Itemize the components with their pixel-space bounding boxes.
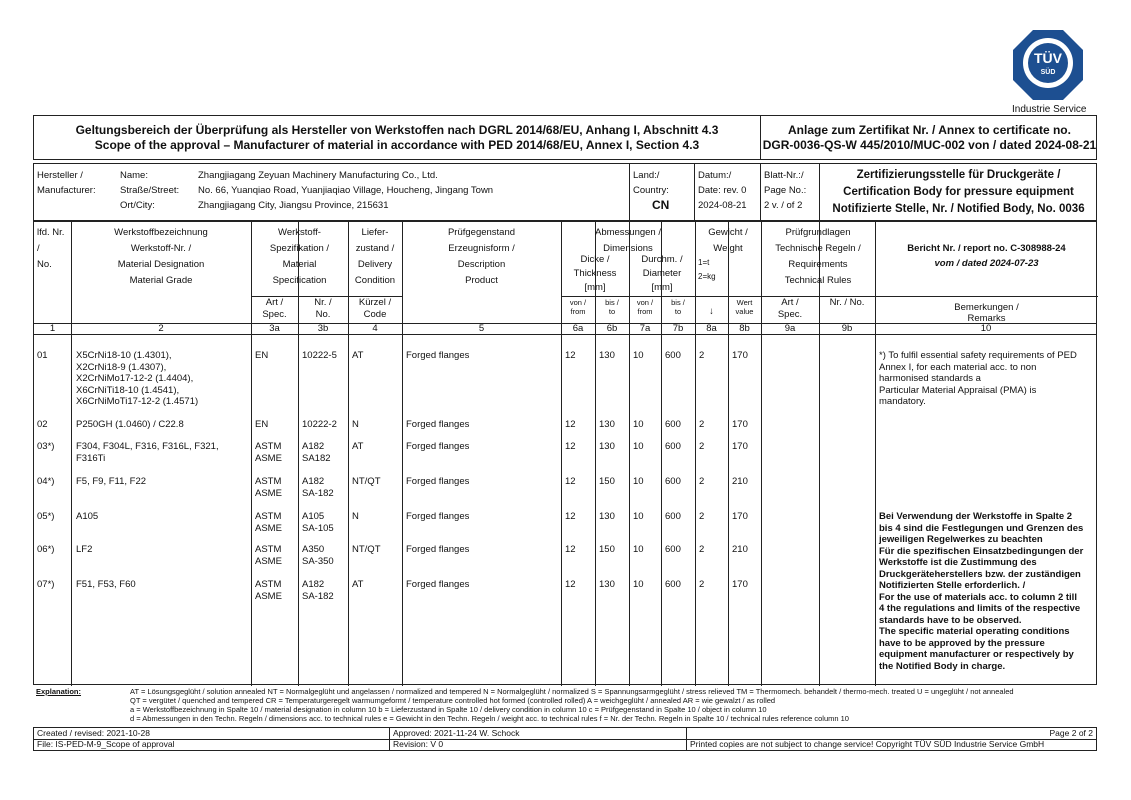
thickness-from: 12 [565, 350, 576, 361]
column-divider [348, 222, 349, 686]
diameter-header-line: Diameter [642, 268, 682, 279]
row-number: 06*) [37, 544, 55, 555]
col-3a-header-line: Art / [265, 297, 284, 308]
col-spec-header [251, 225, 348, 289]
row-number: 04*) [37, 476, 55, 487]
spec-type-line: EN [255, 419, 269, 430]
remark-line: Druckgeräteherstellers bzw. der zuständigen [879, 568, 1081, 580]
weight-unit-legend-line: 2=kg [698, 272, 716, 281]
grade-line: F316Ti [76, 452, 106, 464]
col-9a-header-line: Spec. [777, 309, 803, 320]
diameter-from: 10 [633, 419, 644, 430]
spec-type [255, 350, 268, 362]
delivery-condition: AT [352, 350, 364, 361]
logo-sub: SÜD [1040, 69, 1056, 76]
col-product-header-line: Description [457, 259, 506, 270]
col-3b-header-line: Nr. / [314, 297, 332, 308]
column-number: 8b [739, 323, 750, 334]
from-to-label-line: from [570, 307, 586, 316]
diameter-from: 10 [633, 579, 644, 590]
column-divider [695, 222, 696, 686]
thickness-to: 130 [599, 419, 615, 430]
weight-value: 170 [732, 419, 748, 430]
thickness-to: 150 [599, 544, 615, 555]
col-material-header-line: Werkstoff-Nr. / [130, 243, 192, 254]
spec-number-line: A105 [302, 511, 325, 522]
col-weight-header-line: Weight [713, 243, 743, 254]
remark-line: Werkstoffe ist die Zustimmung des [879, 557, 1037, 568]
row-number: 01 [37, 350, 48, 361]
logo-caption: Industrie Service [1012, 104, 1087, 115]
weight-unit: 2 [699, 476, 705, 487]
column-number: 5 [478, 323, 485, 334]
col-condition-header-line: zustand / [355, 243, 395, 254]
column-number: 10 [980, 323, 992, 334]
col-3a-header [251, 297, 298, 321]
spec-type [255, 441, 282, 464]
col-9a-header [761, 297, 819, 321]
number-rule [34, 334, 1096, 335]
copyright: Printed copies are not subject to change service! Copyright TÜV SÜD Industrie Service GmbH [690, 739, 1045, 749]
product-description: Forged flanges [406, 476, 470, 487]
spec-number-line: A182 [302, 441, 325, 452]
row-number: 05*) [37, 511, 55, 522]
column-number: 2 [158, 323, 164, 334]
col-condition-header-line: Condition [354, 275, 396, 286]
spec-number-line: SA-350 [302, 555, 334, 567]
thickness-header [561, 253, 629, 295]
weight-unit: 2 [699, 544, 705, 555]
diameter-from: 10 [633, 350, 644, 361]
explanation-line-4: d = Abmessungen in den Techn. Regeln / dimensions acc. to technical rules e = Gewicht in den Techn. Regeln / weight acc. to technical rules f = Nr. der Techn. Regeln in Spalte 10 / technical rules reference column 10 [130, 714, 849, 723]
remark-line: Notifizierten Stelle erforderlich. / [879, 580, 1026, 591]
file-name: File: IS-PED-M-9_Scope of approval [37, 739, 175, 749]
remark-line: equipment manufacturer or respectively by [879, 649, 1074, 660]
thickness-from: 12 [565, 419, 576, 430]
from-to-label-line: von / [569, 298, 587, 307]
col-spec-header-line: Werkstoff- [278, 227, 321, 238]
col-number-header-line: lfd. Nr. [37, 227, 65, 238]
down-arrow-icon-line: ↓ [709, 306, 714, 317]
manufacturer-block [33, 163, 1097, 221]
diameter-from: 10 [633, 511, 644, 522]
remark-line: Für die spezifischen Einsatzbedingungen der [879, 545, 1084, 557]
col-product-header-line: Prüfgegenstand [447, 227, 516, 238]
diameter-header-line: [mm] [651, 282, 673, 293]
logo-brand: TÜV [1034, 50, 1062, 66]
column-number: 8a [706, 323, 717, 334]
from-to-label-line: von / [636, 298, 654, 307]
col-dimensions-header-line: Dimensions [603, 243, 653, 254]
from-to-label [629, 298, 661, 316]
thickness-from: 12 [565, 579, 576, 590]
remark-line: Particular Material Appraisal (PMA) is [879, 384, 1037, 396]
spec-type-line: ASME [255, 452, 282, 464]
diameter-to: 600 [665, 441, 681, 452]
remark-pma-note [879, 350, 1099, 408]
remark-line: *) To fulfil essential safety requirements of PED [879, 350, 1077, 361]
diameter-to: 600 [665, 579, 681, 590]
annex-label: Anlage zum Zertifikat Nr. / Annex to certificate no. [788, 123, 1071, 137]
remark-line: bis 4 sind die Festlegungen und Grenzen des [879, 522, 1084, 534]
date-value: 2024-08-21 [698, 200, 747, 211]
col-weight-header [695, 225, 761, 257]
country-value: CN [652, 198, 670, 212]
col-rules-header-line: Requirements [788, 259, 848, 270]
spec-type [255, 579, 282, 602]
col-material-header-line: Material Grade [129, 275, 193, 286]
spec-number [302, 511, 334, 534]
remark-line: the Notified Body in charge. [879, 660, 1006, 672]
grade-line: X6CrNiTi18-10 (1.4541), [76, 384, 180, 396]
column-number: 1 [49, 323, 56, 334]
report-reference-line: Bericht Nr. / report no. C-308988-24 [907, 243, 1066, 254]
tuv-sud-logo [1011, 28, 1085, 102]
created-date: Created / revised: 2021-10-28 [37, 728, 150, 738]
spec-type-line: ASTM [255, 441, 282, 452]
spec-type-line: ASME [255, 555, 282, 567]
col-9b-header [819, 297, 875, 309]
manufacturer-name: Zhangjiagang Zeyuan Machinery Manufacturing Co., Ltd. [198, 170, 438, 181]
scope-title [34, 123, 760, 153]
spec-number [302, 544, 334, 567]
from-to-label [661, 298, 695, 316]
product-description: Forged flanges [406, 544, 470, 555]
weight-subrule [695, 296, 761, 297]
column-divider [761, 222, 762, 686]
certificate-ref [761, 123, 1098, 153]
manufacturer-label: Hersteller / Manufacturer: [37, 170, 96, 196]
spec-type [255, 419, 268, 431]
spec-type-line: ASTM [255, 511, 282, 522]
explanation-line-2: QT = vergütet / quenched and tempered CR = Temperaturgeregelt warmumgeformt / temperature controlled hot formed (controlled rolled) A = weichgeglüht / annealed AR = wie gewalzt / as rolled [130, 696, 776, 705]
delivery-condition: NT/QT [352, 544, 381, 555]
weight-value: 170 [732, 511, 748, 522]
weight-value: 170 [732, 441, 748, 452]
col-number-header-line: / [37, 243, 40, 254]
weight-value: 170 [732, 579, 748, 590]
spec-type-line: ASTM [255, 476, 282, 487]
column-number: 9b [841, 323, 853, 334]
page-number: Page 2 of 2 [1049, 728, 1093, 738]
col-spec-header-line: Material [282, 259, 317, 270]
col-8b-header-line: value [735, 307, 754, 316]
revision: Revision: V 0 [393, 739, 444, 749]
remark-line: mandatory. [879, 396, 926, 407]
grade-line: X6CrNiMoTi17-12-2 (1.4571) [76, 396, 199, 407]
product-description: Forged flanges [406, 350, 470, 361]
from-to-label [595, 298, 629, 316]
col-spec-header-line: Specification [272, 275, 327, 286]
column-divider [819, 222, 820, 686]
grade-line: X2CrNiMo17-12-2 (1.4404), [76, 373, 194, 384]
thickness-from: 12 [565, 511, 576, 522]
diameter-header [629, 253, 695, 295]
grade-line: LF2 [76, 544, 93, 555]
material-grade [76, 579, 251, 591]
spec-number-line: SA182 [302, 452, 331, 464]
explanation-line-1: AT = Lösungsgeglüht / solution annealed NT = Normalgeglüht und angelassen / normalized and tempered N = Normalgeglüht / normalized S = Spannungsarmgeglüht / stress relieved TM = Thermomech. behandelt / thermo-mech. treated U = ungeglüht / not annealed [130, 687, 1014, 696]
column-number: 6a [572, 323, 584, 334]
col-spec-header-line: Spezifikation / [269, 243, 330, 254]
spec-type [255, 544, 282, 567]
from-to-label-line: bis / [671, 298, 685, 307]
sheet-field: Blatt-Nr.:/ Page No.: 2 v. / of 2 [764, 168, 819, 213]
column-number: 6b [606, 323, 618, 334]
col-9a-header-line: Art / [781, 297, 799, 308]
thickness-from: 12 [565, 441, 576, 452]
product-description: Forged flanges [406, 579, 470, 590]
row-number: 02 [37, 419, 48, 430]
col-number-header [37, 225, 74, 273]
col-product-header [402, 225, 561, 289]
row-number: 03*) [37, 441, 55, 452]
col-rules-header-line: Prüfgrundlagen [785, 227, 851, 238]
remark-line: standards have to be observed. [879, 614, 1022, 626]
certification-body: Zertifizierungsstelle für Druckgeräte / Certification Body for pressure equipment Notifizierte Stelle, Nr. / Notified Body, No. 0036 [832, 169, 1085, 215]
remark-line: 4 the regulations and limits of the respective [879, 603, 1081, 614]
remark-line: jeweiligen Regelwerkes zu beachten [879, 534, 1043, 545]
thickness-to: 150 [599, 476, 615, 487]
col-condition-header-line: Delivery [357, 259, 393, 270]
col-4-code-header [348, 297, 402, 321]
explanation-label: Explanation: [36, 687, 82, 696]
spec-type-line: ASTM [255, 544, 282, 555]
spec-type-line: ASME [255, 487, 282, 499]
weight-unit-legend [698, 256, 731, 284]
thickness-from: 12 [565, 544, 576, 555]
spec-type [255, 511, 282, 534]
sheet-value: 2 v. / of 2 [764, 200, 803, 211]
spec-number [302, 579, 334, 602]
footer [33, 685, 1097, 753]
col-4-code-header-line: Code [363, 309, 387, 320]
col-product-header-line: Product [465, 275, 498, 286]
spec-number-line: SA-105 [302, 522, 334, 534]
material-grade [76, 511, 251, 523]
thickness-to: 130 [599, 350, 615, 361]
material-grade [76, 350, 251, 408]
thickness-from: 12 [565, 476, 576, 487]
thickness-header-line: [mm] [584, 282, 606, 293]
col-4-code-header-line: Kürzel / [358, 297, 392, 308]
grade-line: A105 [76, 511, 99, 522]
grade-line: P250GH (1.0460) / C22.8 [76, 419, 184, 430]
spec-type-line: ASME [255, 590, 282, 602]
weight-unit: 2 [699, 511, 705, 522]
remarks-subrule [875, 296, 1098, 297]
grade-line: X2CrNi18-9 (1.4307), [76, 361, 167, 373]
column-number: 3b [317, 323, 329, 334]
from-to-label-line: from [637, 307, 653, 316]
spec-number [302, 441, 331, 464]
diameter-to: 600 [665, 476, 681, 487]
remark-line: Bei Verwendung der Werkstoffe in Spalte 2 [879, 511, 1073, 522]
spec-number-line: A182 [302, 476, 325, 487]
spec-type [255, 476, 282, 499]
col-8b-header [728, 298, 761, 316]
materials-table [33, 221, 1097, 685]
report-reference-line: vom / dated 2024-07-23 [934, 258, 1039, 269]
report-reference [875, 241, 1098, 271]
remark-line: The specific material operating conditions [879, 626, 1070, 637]
from-to-label-line: to [674, 307, 682, 316]
spec-number-line: A182 [302, 579, 325, 590]
column-divider [728, 222, 729, 686]
document-header [33, 115, 1097, 160]
column-number: 7b [672, 323, 684, 334]
spec-number [302, 476, 334, 499]
weight-unit: 2 [699, 419, 705, 430]
spec-number [302, 350, 337, 362]
product-description: Forged flanges [406, 441, 470, 452]
remark-usage-note [879, 511, 1101, 672]
grade-line: F5, F9, F11, F22 [76, 476, 147, 487]
address-values [198, 168, 493, 213]
from-to-label-line: bis / [605, 298, 619, 307]
from-to-label-line: to [608, 307, 616, 316]
delivery-condition: N [352, 511, 359, 522]
diameter-to: 600 [665, 511, 681, 522]
from-to-label [561, 298, 595, 316]
col-rules-header-line: Technical Rules [784, 275, 852, 286]
col-dimensions-header-line: Abmessungen / [594, 227, 661, 238]
material-grade [76, 419, 251, 431]
col-remarks-header-line: Remarks [967, 313, 1006, 324]
delivery-condition: N [352, 419, 359, 430]
remark-line: Annex I, for each material acc. to non [879, 361, 1037, 373]
spec-number-line: SA-182 [302, 487, 334, 499]
col-3a-header-line: Spec. [262, 309, 287, 320]
col-material-header-line: Werkstoffbezeichnung [114, 227, 208, 238]
diameter-from: 10 [633, 476, 644, 487]
thickness-to: 130 [599, 579, 615, 590]
scope-title-de: Geltungsbereich der Überprüfung als Hersteller von Werkstoffen nach DGRL 2014/68/EU, Anhang I, Abschnitt 4.3 [75, 123, 719, 137]
col-number-header-line: No. [37, 259, 52, 270]
column-divider [402, 222, 403, 686]
column-divider [875, 222, 876, 686]
col-condition-header [348, 225, 402, 289]
product-description: Forged flanges [406, 511, 470, 522]
diameter-from: 10 [633, 544, 644, 555]
column-divider [71, 222, 72, 686]
col-material-header [71, 225, 251, 289]
thickness-to: 130 [599, 511, 615, 522]
scope-title-en: Scope of the approval – Manufacturer of material in accordance with PED 2014/68/EU, Annex I, Section 4.3 [94, 138, 700, 152]
material-grade [76, 476, 251, 488]
delivery-condition: AT [352, 441, 364, 452]
spec-type-line: ASME [255, 522, 282, 534]
country-field: Land:/ Country: CN [633, 168, 693, 213]
remark-line: harmonised standards a [879, 373, 981, 384]
spec-number-line: SA-182 [302, 590, 334, 602]
certificate-number: DGR-0036-QS-W 445/2010/MUC-002 von / dated 2024-08-21 [762, 138, 1097, 152]
weight-unit: 2 [699, 441, 705, 452]
product-description: Forged flanges [406, 419, 470, 430]
spec-number-line: 10222-2 [302, 419, 337, 430]
col-remarks-header [875, 302, 1098, 324]
manufacturer-street: No. 66, Yuanqiao Road, Yuanjiaqiao Village, Houcheng, Jingang Town [198, 185, 494, 196]
spec-number-line: 10222-5 [302, 350, 337, 361]
thickness-header-line: Thickness [573, 268, 617, 279]
diameter-from: 10 [633, 441, 644, 452]
approved-date: Approved: 2021-11-24 W. Schock [393, 728, 520, 738]
address-labels: Name: Straße/Street: Ort/City: [120, 170, 180, 211]
delivery-condition: NT/QT [352, 476, 381, 487]
weight-value: 210 [732, 544, 748, 555]
explanation-line-3: a = Werkstoffbezeichnung in Spalte 10 / material designation in column 10 b = Lieferzustand in Spalte 10 / delivery condition in column 10 c = Prüfgegenstand in Spalte 10 / object in column 10 [130, 705, 767, 714]
col-3b-header [298, 297, 348, 321]
manufacturer-city: Zhangjiagang City, Jiangsu Province, 215631 [198, 200, 389, 211]
col-material-header-line: Material Designation [117, 259, 205, 270]
col-product-header-line: Erzeugnisform / [448, 243, 515, 254]
weight-unit-legend-line: 1=t [698, 258, 710, 267]
col-remarks-header-line: Bemerkungen / [954, 302, 1019, 313]
column-divider [298, 222, 299, 686]
remark-line: For the use of materials acc. to column 2 till [879, 591, 1077, 603]
col-weight-header-line: Gewicht / [708, 227, 748, 238]
col-9b-header-line: Nr. / No. [829, 297, 865, 308]
column-divider [251, 222, 252, 686]
col-8b-header-line: Wert [736, 298, 753, 307]
thickness-header-line: Dicke / [580, 254, 610, 265]
diameter-header-line: Durchm. / [641, 254, 683, 265]
diameter-to: 600 [665, 544, 681, 555]
delivery-condition: AT [352, 579, 364, 590]
diameter-to: 600 [665, 350, 681, 361]
spec-number-line: A350 [302, 544, 325, 555]
col-condition-header-line: Liefer- [361, 227, 389, 238]
row-number: 07*) [37, 579, 55, 590]
spec-number [302, 419, 337, 431]
down-arrow-icon [695, 306, 728, 318]
weight-value: 210 [732, 476, 748, 487]
remark-line: have to be approved by the pressure [879, 637, 1045, 649]
grade-line: F304, F304L, F316, F316L, F321, [76, 441, 219, 452]
weight-unit: 2 [699, 579, 705, 590]
thickness-to: 130 [599, 441, 615, 452]
material-grade [76, 441, 251, 464]
diameter-to: 600 [665, 419, 681, 430]
column-number: 4 [372, 323, 378, 334]
weight-unit: 2 [699, 350, 705, 361]
date-field: Datum:/ Date: rev. 0 2024-08-21 [698, 168, 760, 213]
column-number: 7a [639, 323, 651, 334]
weight-value: 170 [732, 350, 748, 361]
col-rules-header [761, 225, 875, 289]
grade-line: X5CrNi18-10 (1.4301), [76, 350, 172, 361]
col-rules-header-line: Technische Regeln / [775, 243, 861, 254]
dim-subrule [561, 296, 695, 297]
column-number: 9a [784, 323, 796, 334]
col-3b-header-line: No. [315, 309, 331, 320]
column-number: 3a [269, 323, 280, 334]
material-grade [76, 544, 251, 556]
spec-type-line: EN [255, 350, 269, 361]
grade-line: F51, F53, F60 [76, 579, 136, 590]
spec-type-line: ASTM [255, 579, 282, 590]
